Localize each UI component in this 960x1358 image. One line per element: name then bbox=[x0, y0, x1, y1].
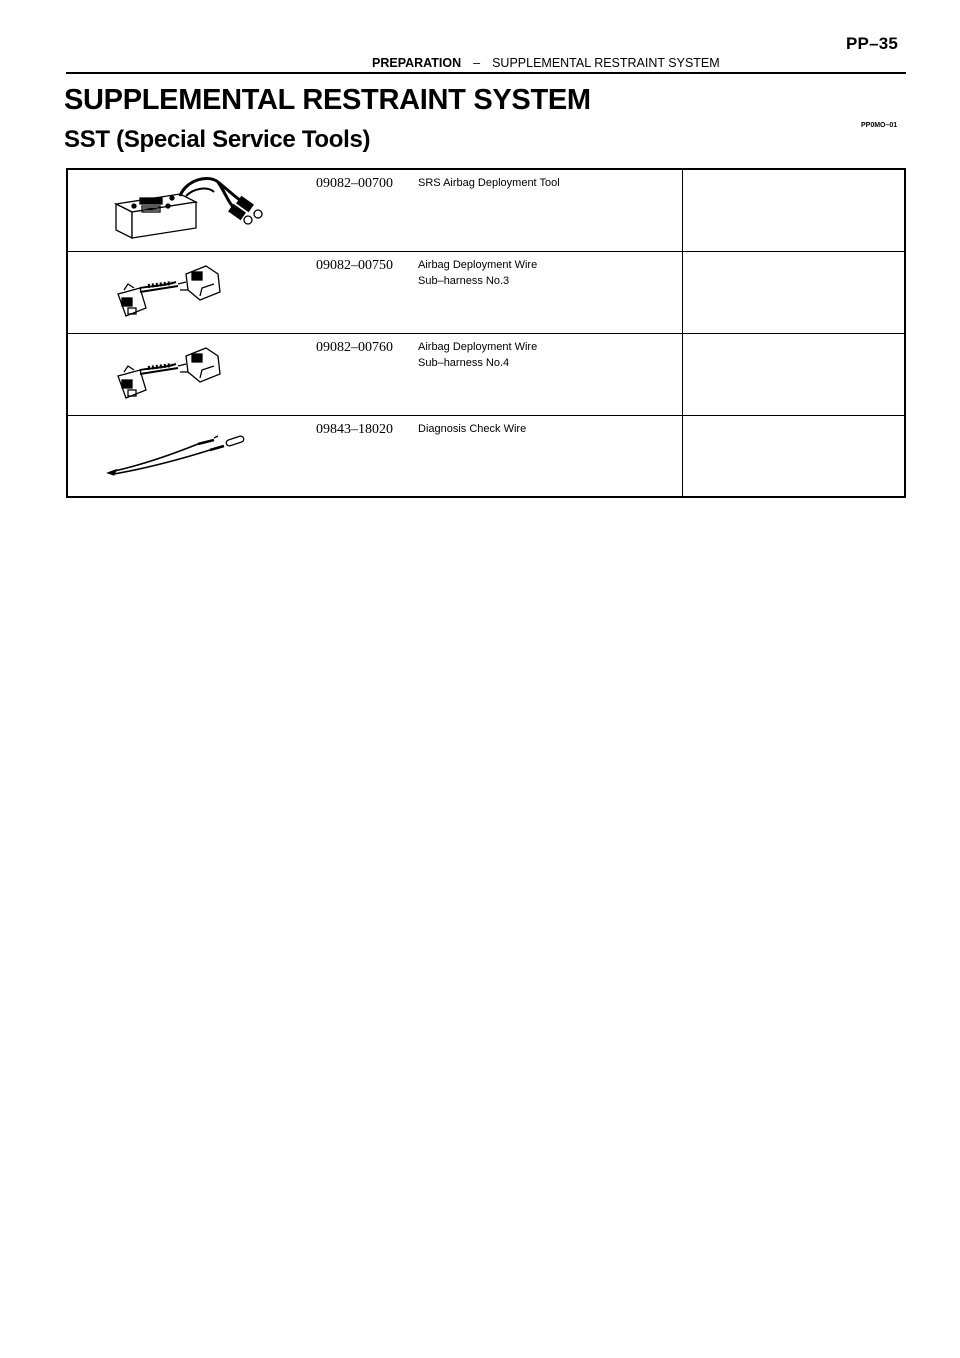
running-header-section: PREPARATION bbox=[372, 56, 462, 70]
note-cell bbox=[682, 416, 904, 496]
sst-table bbox=[66, 168, 906, 498]
running-header-separator: – bbox=[473, 56, 481, 70]
deployment-tool-icon bbox=[68, 170, 308, 251]
note-cell bbox=[682, 334, 904, 415]
running-header bbox=[372, 56, 720, 70]
document-code: PP0MO–01 bbox=[861, 122, 898, 129]
sub-harness-icon bbox=[68, 252, 308, 333]
tool-description bbox=[418, 257, 537, 289]
tool-name: SRS Airbag Deployment Tool bbox=[418, 177, 560, 189]
tool-row bbox=[68, 170, 904, 252]
tool-name: Airbag Deployment Wire bbox=[418, 259, 538, 271]
note-cell bbox=[682, 252, 904, 333]
part-number: 09843–18020 bbox=[316, 422, 393, 437]
page-number: PP–35 bbox=[846, 34, 899, 53]
tool-row bbox=[68, 252, 904, 334]
tool-name-extra: Sub–harness No.4 bbox=[418, 357, 510, 369]
section-title: SUPPLEMENTAL RESTRAINT SYSTEM bbox=[64, 84, 591, 116]
running-header-subsection: SUPPLEMENTAL RESTRAINT SYSTEM bbox=[492, 56, 720, 70]
tool-row bbox=[68, 334, 904, 416]
tool-name: Diagnosis Check Wire bbox=[418, 423, 527, 435]
sst-subtitle: SST (Special Service Tools) bbox=[64, 126, 371, 153]
tool-name: Airbag Deployment Wire bbox=[418, 341, 538, 353]
tool-description bbox=[418, 175, 560, 191]
tool-row bbox=[68, 416, 904, 496]
tool-name-extra: Sub–harness No.3 bbox=[418, 275, 510, 287]
sub-harness-icon bbox=[68, 334, 308, 415]
note-cell bbox=[682, 170, 904, 251]
part-number: 09082–00760 bbox=[316, 340, 393, 355]
header-rule bbox=[66, 72, 906, 74]
check-wire-icon bbox=[68, 416, 308, 496]
tool-description bbox=[418, 421, 526, 437]
part-number: 09082–00700 bbox=[316, 176, 393, 191]
tool-description bbox=[418, 339, 537, 371]
part-number: 09082–00750 bbox=[316, 258, 393, 273]
